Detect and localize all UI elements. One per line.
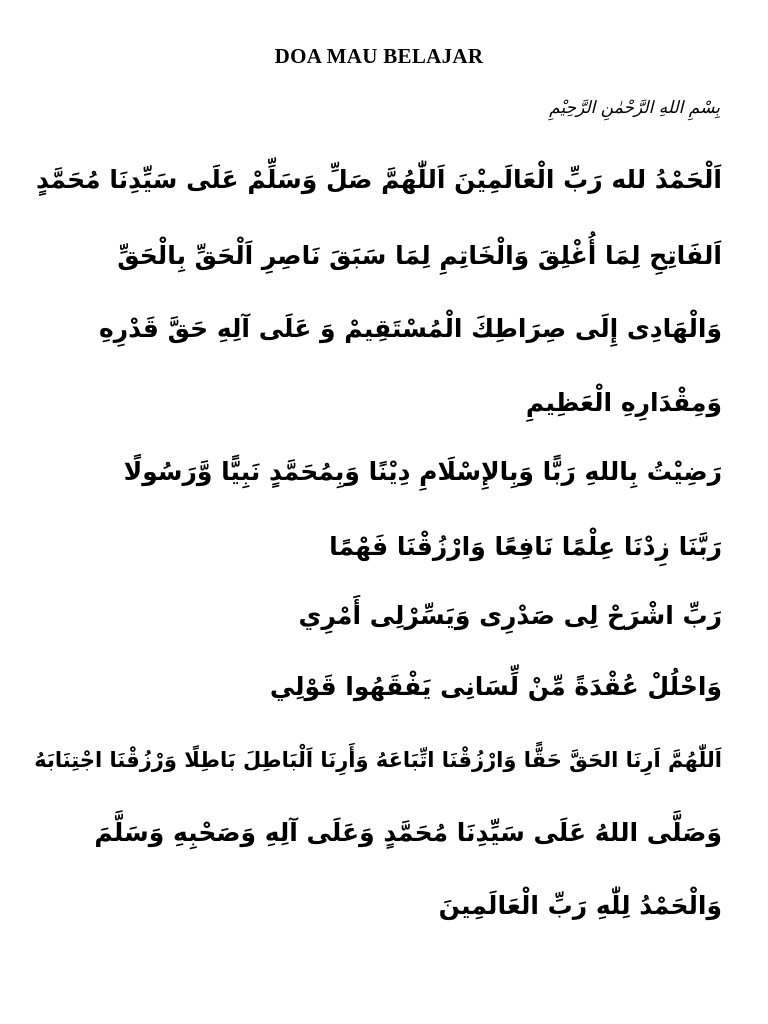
prayer-line-3: وَالْهَادِى إِلَى صِرَاطِكَ الْمُسْتَقِيمْ وَ عَلَى آلِهِ حَقَّ قَدْرِهِ	[98, 314, 722, 343]
prayer-line-8: وَاحْلُلْ عُقْدَةً مِّنْ لِّسَانِى يَفْقَهُوا قَوْلِي	[269, 672, 722, 701]
document-title: DOA MAU BELAJAR	[274, 44, 484, 68]
basmalah-calligraphy	[420, 96, 720, 132]
prayer-line-9: اَللّٰهُمَّ اَرِنَا الحَقَّ حَقًّا وَارْزُقْنَا اتِّبَاعَهُ وَأَرِنَا اَلْبَاطِلَ بَاطِلًا وَرْزُقْنَا اجْتِنَابَهُ	[34, 748, 722, 772]
prayer-line-1: اَلْحَمْدُ لله رَبِّ الْعَالَمِيْنَ اَللّٰهُمَّ صَلِّ وَسَلِّمْ عَلَى سَيِّدِنَا مُحَمَّدٍ	[35, 165, 722, 194]
prayer-line-10: وَصَلَّى اللهُ عَلَى سَيِّدِنَا مُحَمَّدٍ وَعَلَى آلِهِ وَصَحْبِهِ وَسَلَّمَ	[94, 818, 722, 847]
prayer-line-6: رَبَّنَا زِدْنَا عِلْمًا نَافِعًا وَارْزُقْنَا فَهْمًا	[329, 532, 722, 561]
prayer-line-4: وَمِقْدَارِهِ الْعَظِيمِ	[525, 388, 722, 417]
prayer-line-2: اَلفَاتِحِ لِمَا أُغْلِقَ وَالْخَاتِمِ لِمَا سَبَقَ نَاصِرِ اَلْحَقِّ بِالْحَقِّ	[117, 241, 722, 270]
basmalah-text: بِسْمِ اللهِ الرَّحْمٰنِ الرَّحِيْمِ	[549, 98, 720, 118]
prayer-line-11: وَالْحَمْدُ لِلّٰهِ رَبِّ الْعَالَمِينَ	[438, 891, 722, 920]
prayer-line-7: رَبِّ اشْرَحْ لِى صَدْرِى وَيَسِّرْلِى أَمْرِي	[298, 601, 722, 630]
prayer-line-5: رَضِيْتُ بِاللهِ رَبًّا وَبِالإِسْلَامِ دِيْنًا وَبِمُحَمَّدٍ نَبِيًّا وَّرَسُولًا	[123, 457, 722, 486]
